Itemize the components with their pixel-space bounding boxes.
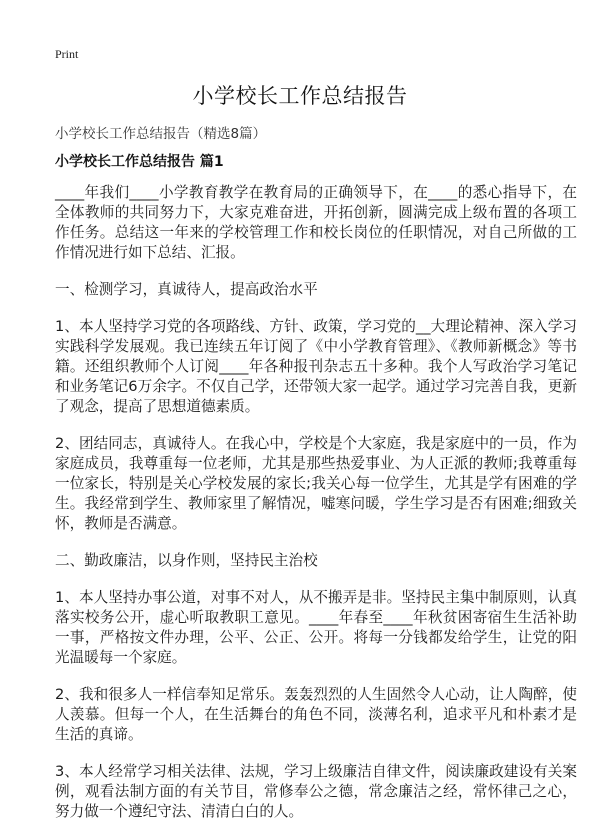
part-one-item-1: 1、本人坚持学习党的各项路线、方针、政策，学习党的__大理论精神、深入学习实践科学发展观。我已连续五年订阅了《中小学教育管理》、《教师新概念》等书籍。还组织教师个人订阅____年各种报刊杂志五十多种。我个人写政治学习笔记和业务笔记6万余字。不仅自己学，还带领大家一起学。通过学习完善自我，更新了观念，提高了思想道德素质。 [55,318,577,415]
section-heading: 小学校长工作总结报告 篇1 [55,154,224,170]
part-two-heading: 二、勤政廉洁，以身作则，坚持民主治校 [55,552,318,569]
document-body [55,183,577,839]
print-label: Print [55,47,79,61]
part-two-item-3: 3、本人经常学习相关法律、法规，学习上级廉洁自律文件，阅读廉政建设有关案例，观看法制方面的有关节目，常修奉公之德，常念廉洁之经，常怀律己之心，努力做一个遵纪守法、清清白白的人。 [55,763,577,820]
intro-paragraph: ____年我们____小学教育教学在教育局的正确领导下，在____的悉心指导下，在全体教师的共同努力下，大家克难奋进，开拓创新，圆满完成上级布置的各项工作任务。总结这一年来的学校管理工作和校长岗位的任职情况，对自己所做的工作情况进行如下总结、汇报。 [55,184,577,261]
part-one-heading: 一、检测学习，真诚待人，提高政治水平 [55,281,318,298]
document-subtitle: 小学校长工作总结报告（精选8篇） [55,126,267,142]
part-two-item-1: 1、本人坚持办事公道，对事不对人，从不搬弄是非。坚持民主集中制原则，认真落实校务公开，虚心听取教职工意见。____年春至____年秋贫困寄宿生生活补助一事，严格按文件办理，公平、公正、公开。将每一分钱都发给学生，让党的阳光温暖每一个家庭。 [55,589,577,666]
part-two-item-2: 2、我和很多人一样信奉知足常乐。轰轰烈烈的人生固然令人心动，让人陶醉，使人羡慕。但每一个人，在生活舞台的角色不同，淡薄名利，追求平凡和朴素才是生活的真谛。 [55,686,577,743]
part-one-item-2: 2、团结同志，真诚待人。在我心中，学校是个大家庭，我是家庭中的一员，作为家庭成员，我尊重每一位老师，尤其是那些热爱事业、为人正派的教师;我尊重每一位家长，特别是关心学校发展的家长;我关心每一位学生，尤其是学有困难的学生。我经常到学生、教师家里了解情况，嘘寒问暖，学生学习是否有困难;细致关怀，教师是否满意。 [55,435,577,532]
document-title: 小学校长工作总结报告 [192,84,408,108]
